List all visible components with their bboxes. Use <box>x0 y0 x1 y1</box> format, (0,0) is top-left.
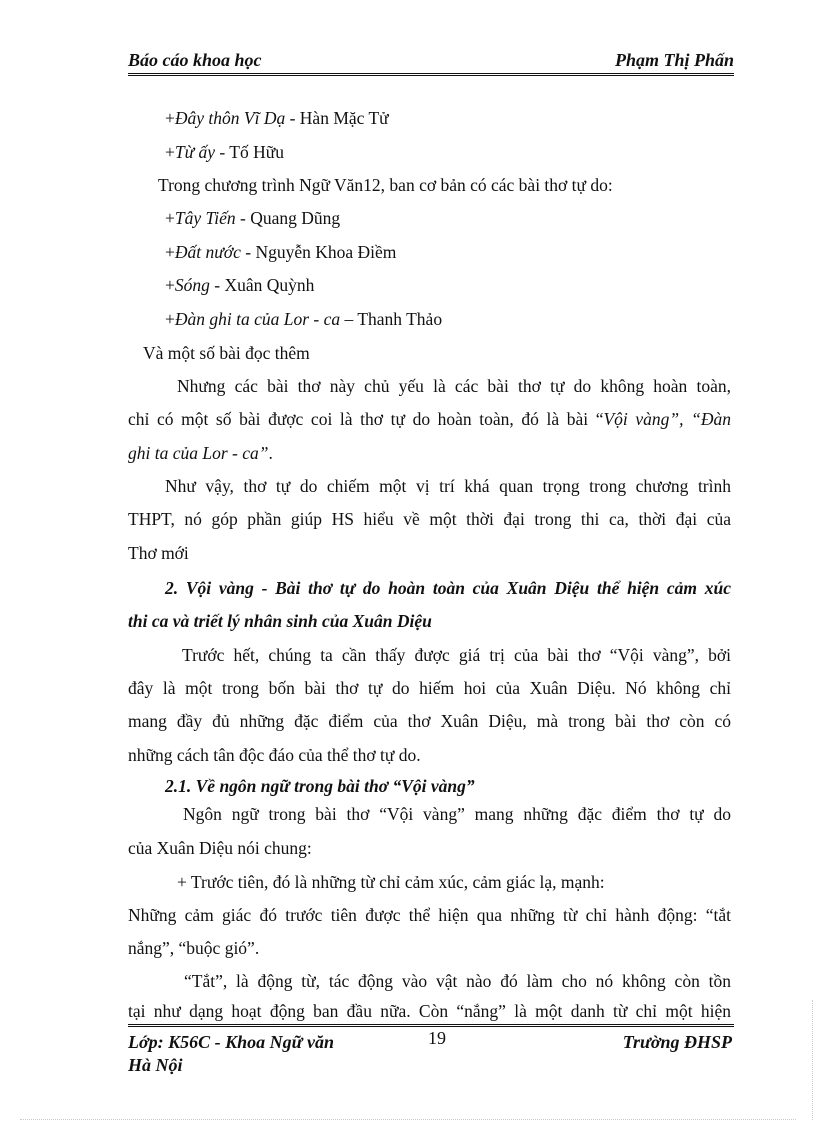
paragraph-line <box>128 408 731 430</box>
poem-author: - Xuân Quỳnh <box>209 275 315 295</box>
list-item: +Từ ấy - Tố Hữu <box>165 142 284 162</box>
page-header <box>128 50 734 70</box>
poem-author: - Hàn Mặc Tử <box>285 108 389 128</box>
header-rule <box>128 73 734 76</box>
page-number: 19 <box>428 1028 446 1048</box>
text-span: chỉ có một số bài được coi là thơ tự do hoàn toàn, đó là bài “ <box>128 409 604 429</box>
text-span: . <box>268 443 273 463</box>
list-item: +Sóng - Xuân Quỳnh <box>165 275 315 295</box>
paragraph-line: Những cảm giác đó trước tiên được thể hiện qua những từ chỉ hành động: “tắt <box>128 905 731 925</box>
paragraph-line: tại như dạng hoạt động ban đầu nữa. Còn “nắng” là một danh từ chỉ một hiện <box>128 1001 731 1021</box>
footer-left-2: Hà Nội <box>128 1055 183 1075</box>
paragraph-line: Trước hết, chúng ta cần thấy được giá trị của bài thơ “Vội vàng”, bởi <box>182 645 731 665</box>
header-right: Phạm Thị Phấn <box>614 50 734 70</box>
paragraph-line: “Tắt”, là động từ, tác động vào vật nào đó làm cho nó không còn tồn <box>184 971 731 991</box>
poem-author: – Thanh Thảo <box>340 309 443 329</box>
paragraph-line: đây là một trong bốn bài thơ tự do hiếm hoi của Xuân Diệu. Nó không chỉ <box>128 678 731 698</box>
poem-author: - Quang Dũng <box>235 208 341 228</box>
section-heading: thi ca và triết lý nhân sinh của Xuân Diệu <box>128 611 432 631</box>
poem-author: - Tố Hữu <box>215 142 284 162</box>
paragraph-line: Ngôn ngữ trong bài thơ “Vội vàng” mang những đặc điểm thơ tự do <box>183 804 731 824</box>
footer-right: Trường ĐHSP <box>622 1032 732 1052</box>
poem-title: Tây Tiến <box>174 208 236 228</box>
paragraph-line <box>128 442 273 464</box>
poem-title: Đây thôn Vĩ Dạ <box>174 108 286 128</box>
page-edge-bottom <box>20 1119 796 1120</box>
section-heading: 2. Vội vàng - Bài thơ tự do hoàn toàn của Xuân Diệu thể hiện cảm xúc <box>165 578 731 598</box>
poem-title: Sóng <box>174 275 210 295</box>
footer-left: Lớp: K56C - Khoa Ngữ văn <box>128 1032 334 1052</box>
paragraph-line: THPT, nó góp phần giúp HS hiểu về một thời đại trong thi ca, thời đại của <box>128 509 731 529</box>
paragraph-line: của Xuân Diệu nói chung: <box>128 838 312 858</box>
list-item: +Đàn ghi ta của Lor - ca – Thanh Thảo <box>165 309 443 329</box>
page-edge-right <box>812 1000 813 1120</box>
paragraph-line: Như vậy, thơ tự do chiếm một vị trí khá quan trọng trong chương trình <box>165 476 731 496</box>
poem-title: Đàn ghi ta của Lor - ca <box>174 309 341 329</box>
poem-author: - Nguyễn Khoa Điềm <box>240 242 397 262</box>
paragraph-line: mang đầy đủ những đặc điểm của thơ Xuân Diệu, mà trong bài thơ còn có <box>128 711 731 731</box>
list-item: +Đất nước - Nguyễn Khoa Điềm <box>165 242 397 262</box>
text-span-italic: Vội vàng”, “Đàn <box>603 409 731 429</box>
header-left: Báo cáo khoa học <box>128 50 262 70</box>
paragraph-line: những cách tân độc đáo của thể thơ tự do. <box>128 745 421 765</box>
paragraph-line: nắng”, “buộc gió”. <box>128 938 260 958</box>
text-span-italic: ghi ta của Lor - ca” <box>128 443 269 463</box>
poem-title: Đất nước <box>174 242 241 262</box>
paragraph-line: Nhưng các bài thơ này chủ yếu là các bài thơ tự do không hoàn toàn, <box>177 376 731 396</box>
paragraph-line: Thơ mới <box>128 543 189 563</box>
list-item: +Đây thôn Vĩ Dạ - Hàn Mặc Tử <box>165 108 389 128</box>
poem-title: Từ ấy <box>174 142 216 162</box>
list-item: +Tây Tiến - Quang Dũng <box>165 208 341 228</box>
paragraph-line: Và một số bài đọc thêm <box>143 343 310 363</box>
paragraph-line: + Trước tiên, đó là những từ chỉ cảm xúc, cảm giác lạ, mạnh: <box>177 872 605 892</box>
footer-rule <box>128 1024 734 1027</box>
paragraph-line: Trong chương trình Ngữ Văn12, ban cơ bản có các bài thơ tự do: <box>158 175 613 195</box>
subsection-heading: 2.1. Về ngôn ngữ trong bài thơ “Vội vàng” <box>165 776 475 796</box>
